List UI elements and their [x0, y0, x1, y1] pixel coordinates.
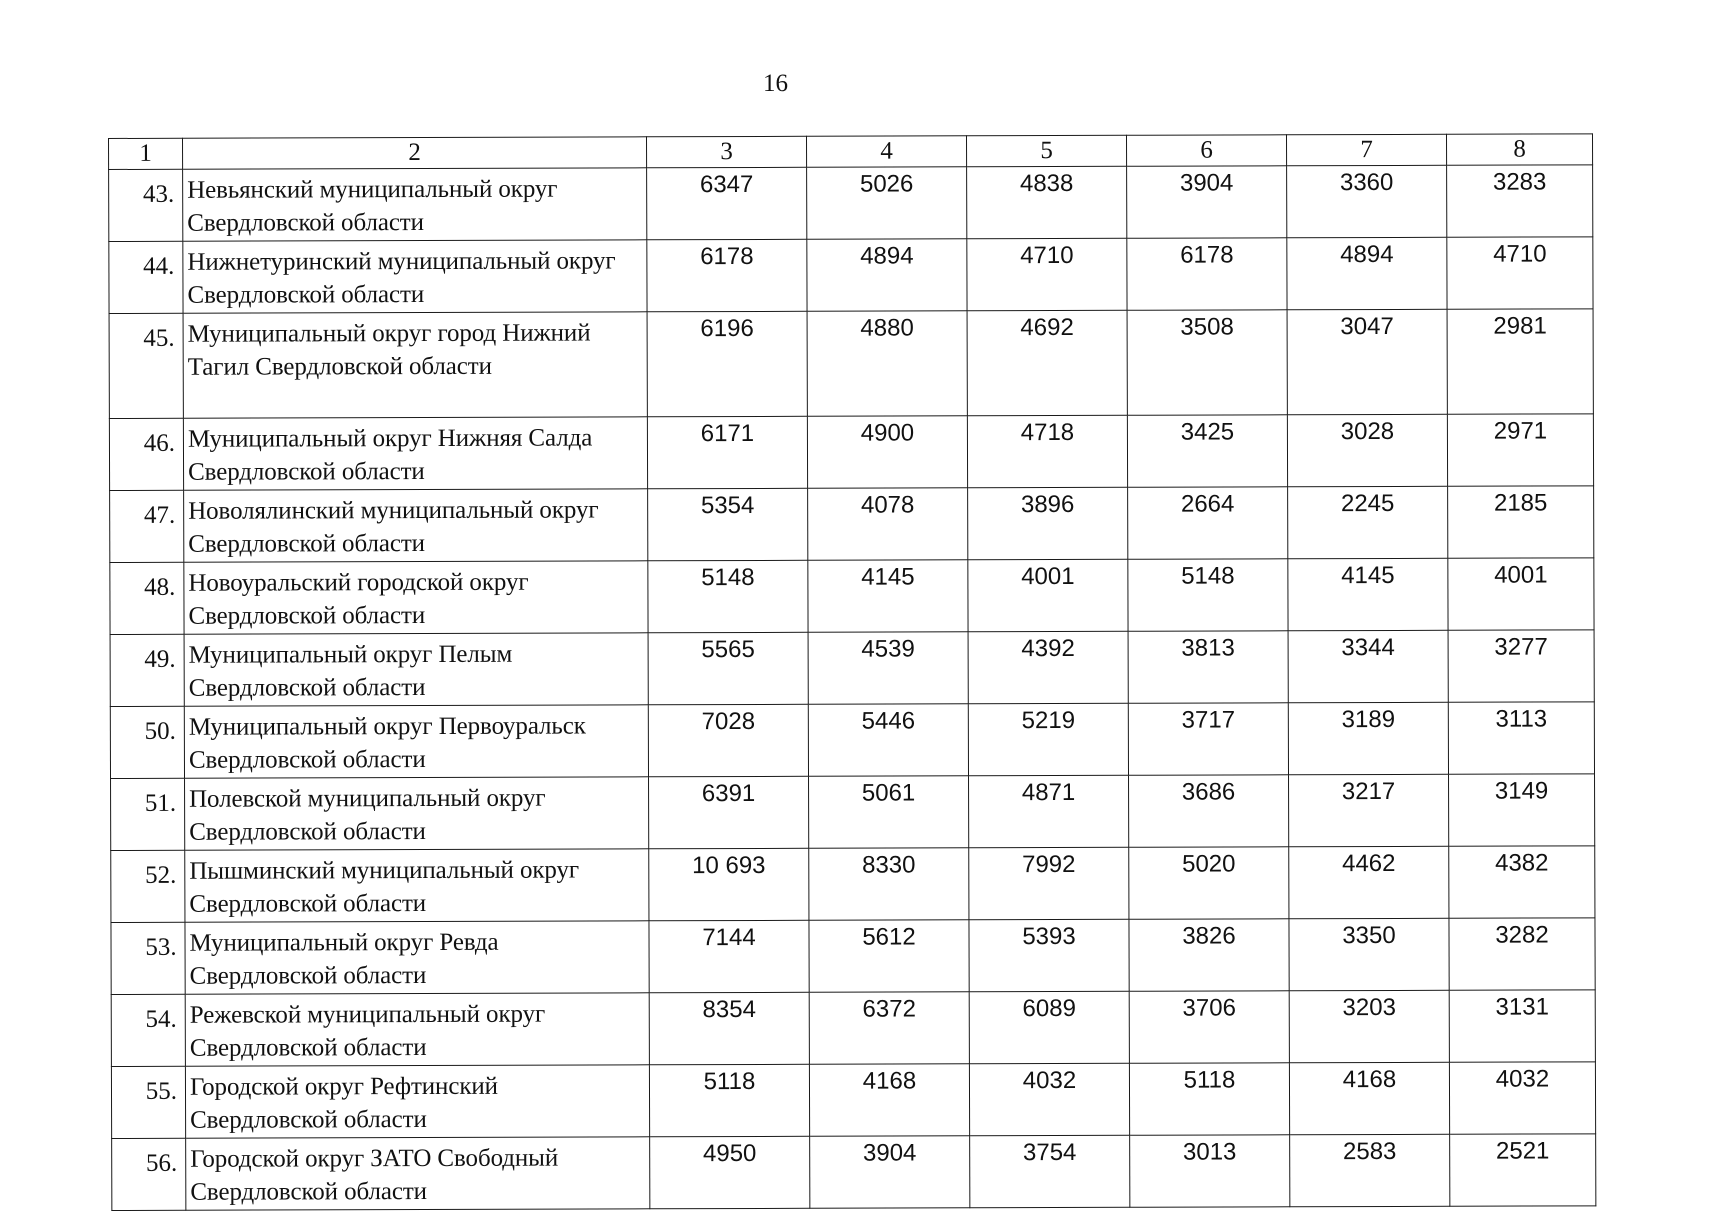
table-row — [110, 486, 1594, 563]
value-cell-col-4: 4880 — [807, 311, 967, 417]
value-cell-col-5: 5393 — [969, 919, 1129, 992]
column-header: 3 — [646, 136, 806, 168]
row-number: 47. — [110, 490, 184, 562]
value-cell-col-7: 2245 — [1288, 486, 1448, 559]
value-cell-col-6: 2664 — [1128, 487, 1288, 560]
value-cell-col-6: 3425 — [1127, 415, 1287, 488]
table-row — [111, 774, 1595, 851]
value-cell-col-5: 4001 — [968, 559, 1128, 632]
table-row — [111, 1062, 1595, 1139]
table-row — [111, 846, 1595, 923]
value-cell-col-8: 3277 — [1448, 630, 1594, 702]
row-number: 45. — [109, 313, 183, 418]
value-cell-col-6: 3826 — [1129, 919, 1289, 992]
municipality-name: Городской округ Рефтинский Свердловской области — [185, 1065, 649, 1138]
value-cell-col-5: 4838 — [967, 166, 1127, 239]
row-number: 52. — [111, 850, 185, 922]
value-cell-col-8: 2185 — [1448, 486, 1594, 558]
municipality-name: Новоуральский городской округ Свердловской области — [184, 561, 648, 634]
value-cell-col-7: 4894 — [1287, 237, 1447, 310]
value-cell-col-5: 4692 — [967, 310, 1127, 416]
value-cell-col-5: 4871 — [969, 775, 1129, 848]
value-cell-col-5: 7992 — [969, 847, 1129, 920]
municipality-name: Режевской муниципальный округ Свердловской области — [185, 993, 649, 1066]
table-row — [109, 414, 1593, 491]
value-cell-col-8: 4001 — [1448, 558, 1594, 630]
column-header: 8 — [1446, 134, 1592, 165]
value-cell-col-8: 3149 — [1449, 774, 1595, 846]
column-number-header-row — [109, 134, 1593, 170]
data-table — [108, 133, 1596, 1211]
value-cell-col-8: 4032 — [1449, 1062, 1595, 1134]
value-cell-col-5: 5219 — [968, 703, 1128, 776]
value-cell-col-3: 4950 — [650, 1136, 810, 1209]
column-header: 7 — [1286, 134, 1446, 166]
value-cell-col-7: 4462 — [1289, 846, 1449, 919]
value-cell-col-6: 5118 — [1129, 1063, 1289, 1136]
value-cell-col-8: 3131 — [1449, 990, 1595, 1062]
value-cell-col-8: 2981 — [1447, 309, 1593, 414]
value-cell-col-6: 3706 — [1129, 991, 1289, 1064]
value-cell-col-4: 4894 — [807, 239, 967, 312]
value-cell-col-6: 3508 — [1127, 310, 1287, 416]
value-cell-col-7: 4168 — [1289, 1062, 1449, 1135]
value-cell-col-3: 8354 — [649, 992, 809, 1065]
value-cell-col-5: 3896 — [968, 487, 1128, 560]
value-cell-col-3: 5565 — [648, 632, 808, 705]
municipality-name: Муниципальный округ Пелым Свердловской области — [184, 633, 648, 706]
municipality-name: Пышминский муниципальный округ Свердловской области — [185, 849, 649, 922]
value-cell-col-7: 3047 — [1287, 309, 1447, 415]
value-cell-col-5: 3754 — [970, 1135, 1130, 1208]
value-cell-col-3: 10 693 — [649, 848, 809, 921]
value-cell-col-6: 3717 — [1128, 703, 1288, 776]
value-cell-col-6: 3686 — [1129, 775, 1289, 848]
value-cell-col-4: 5612 — [809, 920, 969, 993]
value-cell-col-8: 4710 — [1447, 237, 1593, 309]
municipality-name: Муниципальный округ Первоуральск Свердловской области — [184, 705, 648, 778]
table-row — [110, 558, 1594, 635]
column-header: 2 — [183, 137, 647, 169]
value-cell-col-3: 6196 — [647, 311, 807, 417]
value-cell-col-8: 2521 — [1450, 1134, 1596, 1206]
value-cell-col-4: 4078 — [808, 488, 968, 561]
municipality-name: Муниципальный округ Ревда Свердловской области — [185, 921, 649, 994]
value-cell-col-7: 3189 — [1288, 702, 1448, 775]
value-cell-col-8: 2971 — [1447, 414, 1593, 486]
column-header: 4 — [806, 136, 966, 168]
value-cell-col-7: 3344 — [1288, 630, 1448, 703]
row-number: 53. — [111, 922, 185, 994]
table-row — [111, 918, 1595, 995]
value-cell-col-4: 6372 — [809, 992, 969, 1065]
table-row — [110, 630, 1594, 707]
value-cell-col-6: 5148 — [1128, 559, 1288, 632]
row-number: 48. — [110, 562, 184, 634]
value-cell-col-6: 3813 — [1128, 631, 1288, 704]
value-cell-col-4: 5446 — [808, 704, 968, 777]
table-row — [109, 165, 1593, 242]
row-number: 56. — [112, 1138, 186, 1210]
value-cell-col-4: 5061 — [809, 776, 969, 849]
data-table-wrapper — [108, 133, 1595, 1211]
value-cell-col-4: 4900 — [807, 416, 967, 489]
value-cell-col-7: 4145 — [1288, 558, 1448, 631]
page-number: 16 — [763, 70, 788, 97]
municipality-name: Новолялинский муниципальный округ Свердловской области — [184, 489, 648, 562]
value-cell-col-5: 4718 — [967, 415, 1127, 488]
value-cell-col-3: 7144 — [649, 920, 809, 993]
column-header: 1 — [109, 138, 183, 169]
value-cell-col-6: 6178 — [1127, 238, 1287, 311]
value-cell-col-3: 5354 — [648, 488, 808, 561]
table-row — [109, 237, 1593, 314]
value-cell-col-3: 6347 — [647, 167, 807, 240]
table-row — [112, 1134, 1596, 1211]
row-number: 55. — [111, 1066, 185, 1138]
value-cell-col-8: 3113 — [1448, 702, 1594, 774]
value-cell-col-8: 3283 — [1447, 165, 1593, 237]
municipality-name: Муниципальный округ город Нижний Тагил Свердловской области — [183, 312, 647, 418]
row-number: 43. — [109, 169, 183, 241]
value-cell-col-7: 3028 — [1287, 414, 1447, 487]
value-cell-col-7: 3360 — [1287, 165, 1447, 238]
value-cell-col-5: 4032 — [969, 1063, 1129, 1136]
value-cell-col-4: 4168 — [809, 1064, 969, 1137]
value-cell-col-4: 5026 — [807, 167, 967, 240]
value-cell-col-7: 2583 — [1290, 1134, 1450, 1207]
row-number: 54. — [111, 994, 185, 1066]
row-number: 50. — [110, 706, 184, 778]
row-number: 51. — [111, 778, 185, 850]
value-cell-col-7: 3217 — [1289, 774, 1449, 847]
value-cell-col-8: 4382 — [1449, 846, 1595, 918]
value-cell-col-3: 7028 — [648, 704, 808, 777]
municipality-name: Муниципальный округ Нижняя Салда Свердловской области — [183, 417, 647, 490]
value-cell-col-3: 5148 — [648, 560, 808, 633]
row-number: 46. — [109, 418, 183, 490]
value-cell-col-5: 6089 — [969, 991, 1129, 1064]
column-header: 6 — [1126, 135, 1286, 167]
value-cell-col-4: 3904 — [810, 1136, 970, 1209]
value-cell-col-7: 3203 — [1289, 990, 1449, 1063]
value-cell-col-5: 4392 — [968, 631, 1128, 704]
value-cell-col-4: 4145 — [808, 560, 968, 633]
value-cell-col-3: 6171 — [647, 416, 807, 489]
row-number: 49. — [110, 634, 184, 706]
municipality-name: Невьянский муниципальный округ Свердловской области — [183, 168, 647, 241]
value-cell-col-7: 3350 — [1289, 918, 1449, 991]
column-header: 5 — [966, 135, 1126, 167]
value-cell-col-6: 3904 — [1127, 166, 1287, 239]
value-cell-col-5: 4710 — [967, 238, 1127, 311]
value-cell-col-6: 3013 — [1130, 1135, 1290, 1208]
municipality-name: Городской округ ЗАТО Свободный Свердловской области — [186, 1137, 650, 1210]
value-cell-col-3: 6391 — [649, 776, 809, 849]
value-cell-col-3: 6178 — [647, 239, 807, 312]
value-cell-col-4: 8330 — [809, 848, 969, 921]
municipality-name: Полевской муниципальный округ Свердловской области — [185, 777, 649, 850]
table-row — [109, 309, 1593, 419]
table-row — [110, 702, 1594, 779]
value-cell-col-8: 3282 — [1449, 918, 1595, 990]
value-cell-col-4: 4539 — [808, 632, 968, 705]
row-number: 44. — [109, 241, 183, 313]
value-cell-col-3: 5118 — [649, 1064, 809, 1137]
value-cell-col-6: 5020 — [1129, 847, 1289, 920]
table-row — [111, 990, 1595, 1067]
municipality-name: Нижнетуринский муниципальный округ Свердловской области — [183, 240, 647, 313]
